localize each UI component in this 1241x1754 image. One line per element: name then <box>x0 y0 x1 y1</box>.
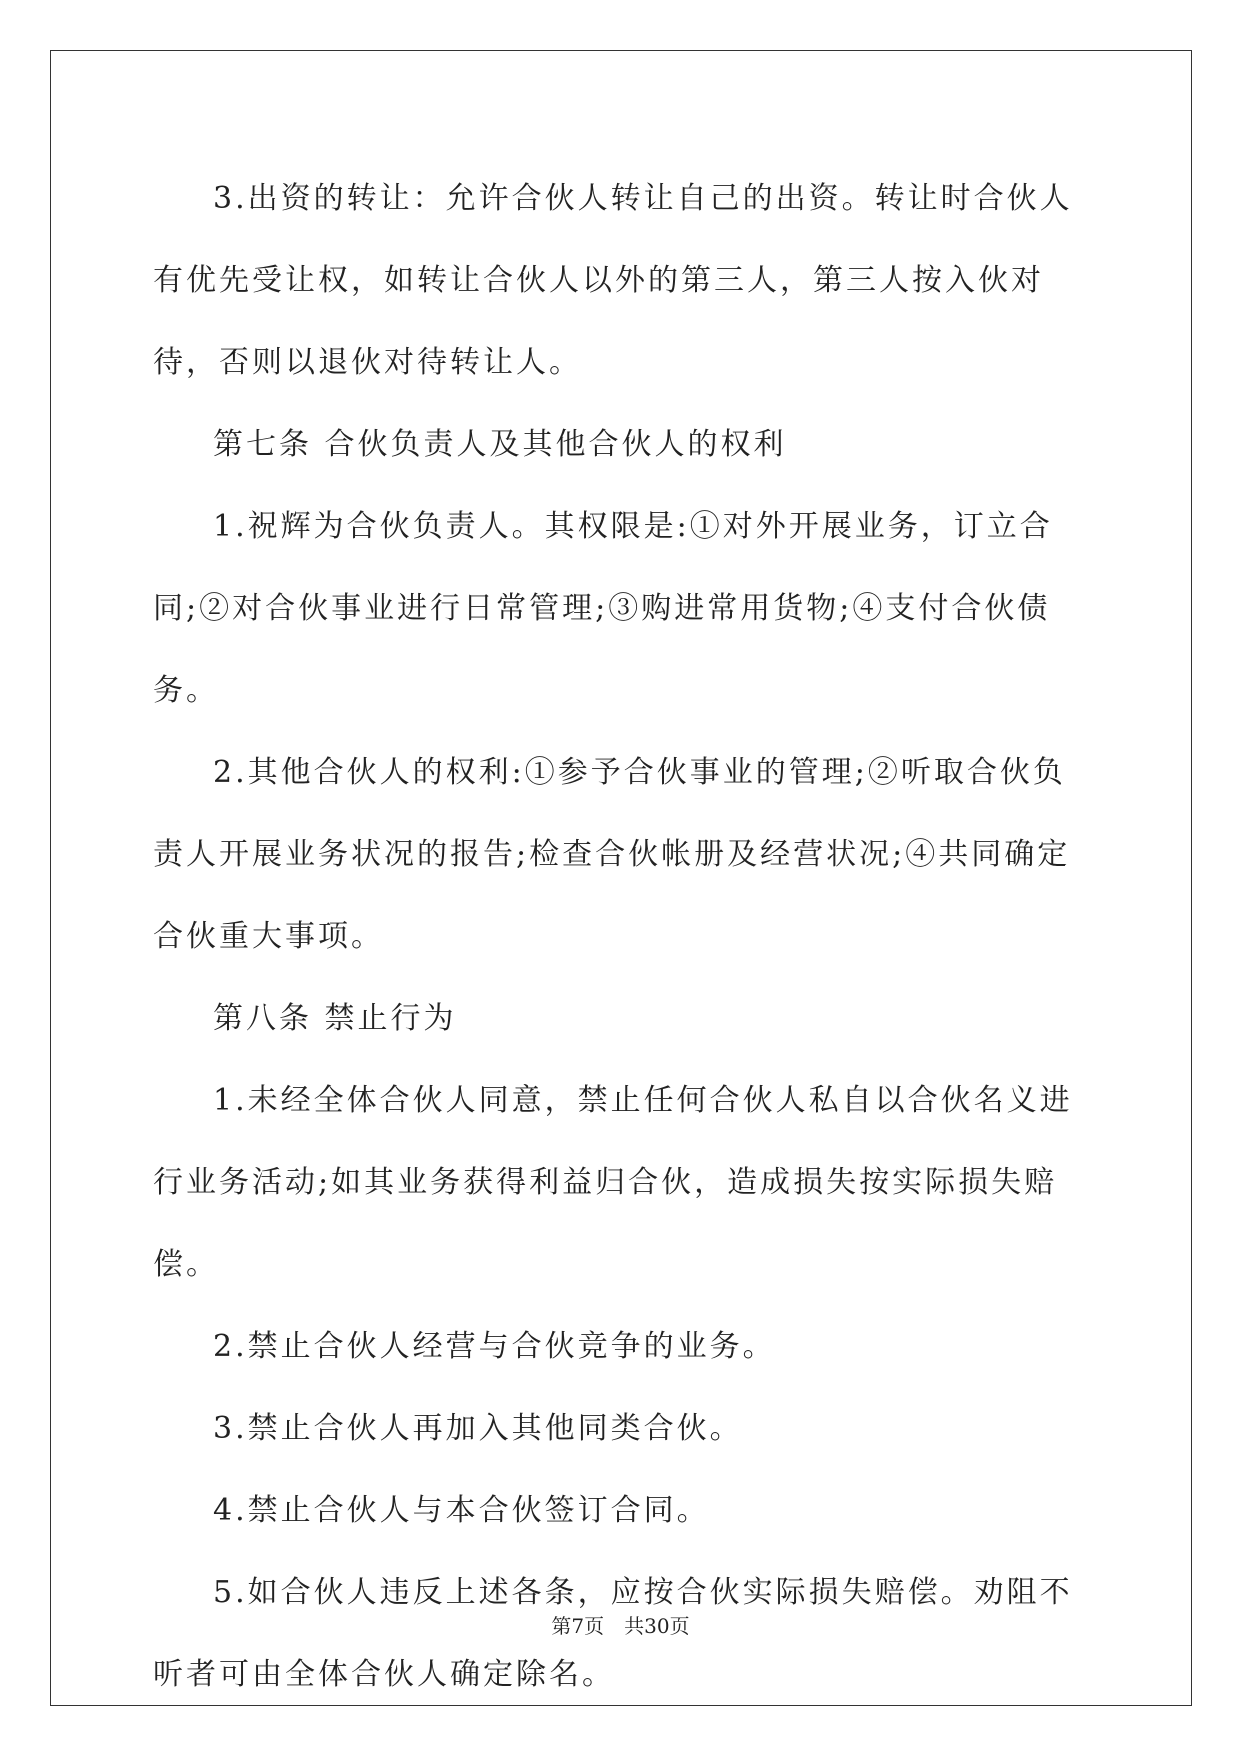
paragraph-prohibition-5: 5.如合伙人违反上述各条，应按合伙实际损失赔偿。劝阻不听者可由全体合伙人确定除名。 <box>153 1575 1073 1692</box>
paragraph-prohibition-3: 3.禁止合伙人再加入其他同类合伙。 <box>213 1411 743 1446</box>
paragraph-prohibition-4: 4.禁止合伙人与本合伙签订合同。 <box>213 1493 710 1528</box>
page-number-footer: 第7页 共30页 <box>551 1614 690 1638</box>
section-heading-article-8: 第八条 禁止行为 <box>213 1001 457 1036</box>
paragraph-prohibition-1: 1.未经全体合伙人同意，禁止任何合伙人私自以合伙名义进行业务活动;如其业务获得利益归合伙，造成损失按实际损失赔偿。 <box>153 1083 1073 1282</box>
paragraph-partner-in-charge: 1.祝辉为合伙负责人。其权限是:①对外开展业务，订立合同;②对合伙事业进行日常管理;③购进常用货物;④支付合伙债务。 <box>153 509 1053 708</box>
paragraph-prohibition-2: 2.禁止合伙人经营与合伙竞争的业务。 <box>213 1329 776 1364</box>
paragraph-transfer-of-capital: 3.出资的转让：允许合伙人转让自己的出资。转让时合伙人有优先受让权，如转让合伙人以外的第三人，第三人按入伙对待，否则以退伙对待转让人。 <box>153 181 1073 380</box>
paragraph-other-partners-rights: 2.其他合伙人的权利:①参予合伙事业的管理;②听取合伙负责人开展业务状况的报告;检查合伙帐册及经营状况;④共同确定合伙重大事项。 <box>153 755 1071 954</box>
document-body <box>153 158 1093 1716</box>
section-heading-article-7: 第七条 合伙负责人及其他合伙人的权利 <box>213 427 787 462</box>
